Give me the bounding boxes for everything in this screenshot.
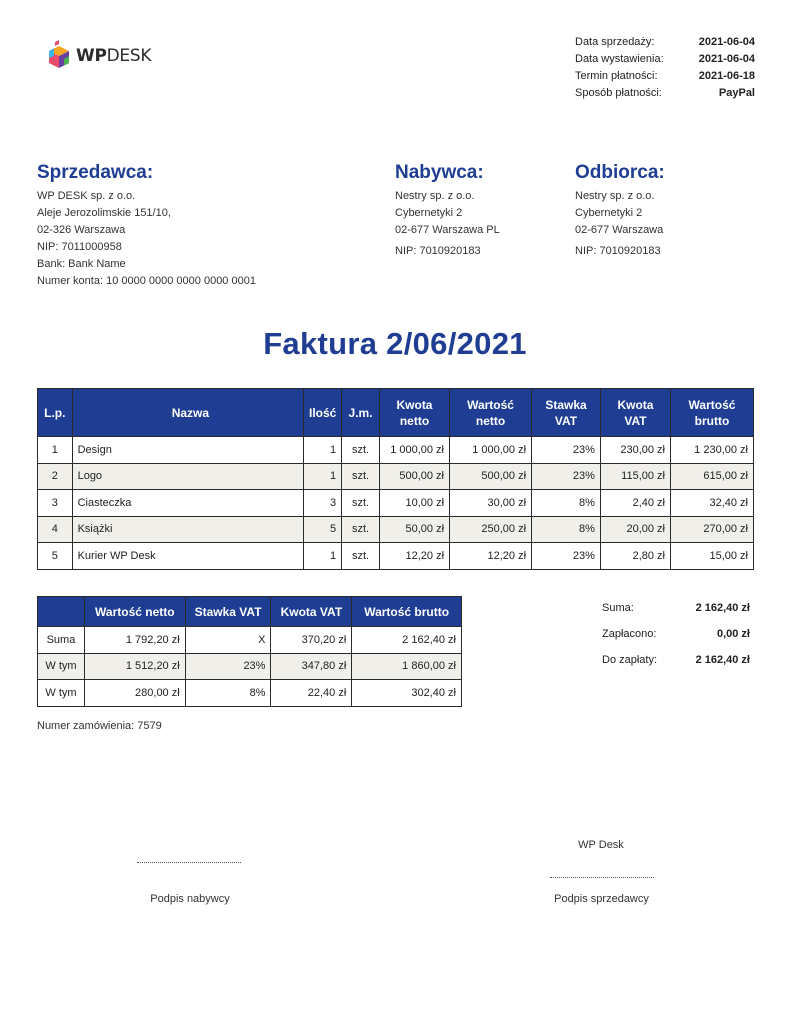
seller-line: 02-326 Warszawa <box>37 224 126 236</box>
header-name: Nazwa <box>72 389 304 437</box>
header-lp: L.p. <box>38 389 73 437</box>
cell-unit: szt. <box>342 516 380 543</box>
cell-vat-rate: 23% <box>532 437 601 464</box>
cell-qty: 1 <box>304 543 342 570</box>
table-row <box>38 680 462 707</box>
cell-vat-amount: 22,40 zł <box>271 680 352 707</box>
cell-net-price: 500,00 zł <box>379 463 449 490</box>
buyer-line: 02-677 Warszawa PL <box>395 224 500 236</box>
header-vat-rate: Stawka VAT <box>532 389 601 437</box>
table-row <box>38 437 754 464</box>
cell-lp: 4 <box>38 516 73 543</box>
cell-net-value: 1 792,20 zł <box>84 627 185 654</box>
cell-net-value: 1 512,20 zł <box>84 653 185 680</box>
cell-gross: 15,00 zł <box>671 543 754 570</box>
buyer-nip: NIP: 7010920183 <box>395 245 481 257</box>
recipient-nip: NIP: 7010920183 <box>575 245 661 257</box>
cell-gross: 1 860,00 zł <box>352 653 462 680</box>
seller-line: Numer konta: 10 0000 0000 0000 0000 0001 <box>37 275 256 287</box>
table-row <box>38 490 754 517</box>
table-row <box>38 627 462 654</box>
buyer-heading: Nabywca: <box>395 162 484 183</box>
buyer-signature-label: Podpis nabywcy <box>150 893 230 905</box>
header-blank <box>38 597 85 627</box>
cell-vat-rate: 8% <box>532 490 601 517</box>
items-header-row <box>38 389 754 437</box>
cell-vat-rate: 23% <box>185 653 271 680</box>
invoice-dates <box>575 34 755 102</box>
cell-name: Logo <box>72 463 304 490</box>
cell-vat-amount: 2,80 zł <box>600 543 670 570</box>
cell-label: Suma <box>38 627 85 654</box>
header-gross: Wartość brutto <box>352 597 462 627</box>
cell-vat-rate: 23% <box>532 463 601 490</box>
cell-net-value: 12,20 zł <box>450 543 532 570</box>
payment-method-row: Sposób płatności: PayPal <box>575 87 755 99</box>
cell-vat-rate: 23% <box>532 543 601 570</box>
issue-date-row: Data wystawienia: 2021-06-04 <box>575 53 755 65</box>
cell-lp: 2 <box>38 463 73 490</box>
cell-net-value: 500,00 zł <box>450 463 532 490</box>
cell-qty: 1 <box>304 463 342 490</box>
company-logo <box>45 40 151 72</box>
cell-lp: 3 <box>38 490 73 517</box>
cell-vat-rate: X <box>185 627 271 654</box>
table-row <box>38 463 754 490</box>
buyer-signature-line <box>137 862 241 863</box>
cell-name: Kurier WP Desk <box>72 543 304 570</box>
table-row <box>38 516 754 543</box>
total-sum-row: Suma: 2 162,40 zł <box>602 602 750 614</box>
header-qty: Ilość <box>304 389 342 437</box>
cell-net-price: 12,20 zł <box>379 543 449 570</box>
cell-net-value: 1 000,00 zł <box>450 437 532 464</box>
header-net-value: Wartość netto <box>450 389 532 437</box>
header-unit: J.m. <box>342 389 380 437</box>
cell-vat-amount: 20,00 zł <box>600 516 670 543</box>
cell-gross: 1 230,00 zł <box>671 437 754 464</box>
cell-gross: 32,40 zł <box>671 490 754 517</box>
invoice-title: Faktura 2/06/2021 <box>263 326 527 361</box>
cell-qty: 5 <box>304 516 342 543</box>
seller-block <box>37 162 256 290</box>
cell-lp: 1 <box>38 437 73 464</box>
seller-line: NIP: 7011000958 <box>37 241 122 253</box>
sale-date-row: Data sprzedaży: 2021-06-04 <box>575 36 755 48</box>
recipient-line: Nestry sp. z o.o. <box>575 190 655 202</box>
recipient-block <box>575 162 665 260</box>
buyer-block <box>395 162 500 260</box>
cell-vat-amount: 2,40 zł <box>600 490 670 517</box>
cell-gross: 615,00 zł <box>671 463 754 490</box>
cell-net-price: 1 000,00 zł <box>379 437 449 464</box>
cell-vat-amount: 370,20 zł <box>271 627 352 654</box>
cell-net-price: 10,00 zł <box>379 490 449 517</box>
cell-label: W tym <box>38 653 85 680</box>
cell-label: W tym <box>38 680 85 707</box>
cell-unit: szt. <box>342 543 380 570</box>
seller-line: Aleje Jerozolimskie 151/10, <box>37 207 171 219</box>
order-number: Numer zamówienia: 7579 <box>37 720 162 732</box>
cell-lp: 5 <box>38 543 73 570</box>
cell-vat-amount: 230,00 zł <box>600 437 670 464</box>
seller-line: Bank: Bank Name <box>37 258 126 270</box>
table-row <box>38 653 462 680</box>
header-net-value: Wartość netto <box>84 597 185 627</box>
payment-totals <box>602 600 750 678</box>
seller-signature-line <box>550 877 654 878</box>
seller-heading: Sprzedawca: <box>37 162 154 183</box>
seller-name: WP Desk <box>578 839 624 851</box>
recipient-line: 02-677 Warszawa <box>575 224 664 236</box>
header-gross: Wartość brutto <box>671 389 754 437</box>
buyer-line: Cybernetyki 2 <box>395 207 463 219</box>
cell-gross: 2 162,40 zł <box>352 627 462 654</box>
cell-name: Książki <box>72 516 304 543</box>
wpdesk-logo-icon <box>45 40 73 72</box>
cell-name: Design <box>72 437 304 464</box>
cell-vat-rate: 8% <box>185 680 271 707</box>
total-due-row: Do zapłaty: 2 162,40 zł <box>602 654 750 666</box>
cell-qty: 1 <box>304 437 342 464</box>
header-vat-amount: Kwota VAT <box>271 597 352 627</box>
cell-unit: szt. <box>342 490 380 517</box>
header-vat-rate: Stawka VAT <box>185 597 271 627</box>
cell-name: Ciasteczka <box>72 490 304 517</box>
cell-net-price: 50,00 zł <box>379 516 449 543</box>
cell-net-value: 250,00 zł <box>450 516 532 543</box>
cell-unit: szt. <box>342 463 380 490</box>
due-date-row: Termin płatności: 2021-06-18 <box>575 70 755 82</box>
cell-vat-rate: 8% <box>532 516 601 543</box>
cell-vat-amount: 347,80 zł <box>271 653 352 680</box>
recipient-heading: Odbiorca: <box>575 162 665 183</box>
header-net-price: Kwota netto <box>379 389 449 437</box>
cell-qty: 3 <box>304 490 342 517</box>
cell-net-value: 280,00 zł <box>84 680 185 707</box>
items-table <box>37 388 754 570</box>
cell-vat-amount: 115,00 zł <box>600 463 670 490</box>
logo-text: WPDESK <box>76 46 152 66</box>
recipient-line: Cybernetyki 2 <box>575 207 643 219</box>
summary-header-row <box>38 597 462 627</box>
total-paid-row: Zapłacono: 0,00 zł <box>602 628 750 640</box>
cell-unit: szt. <box>342 437 380 464</box>
cell-gross: 270,00 zł <box>671 516 754 543</box>
seller-line: WP DESK sp. z o.o. <box>37 190 136 202</box>
header-vat-amount: Kwota VAT <box>600 389 670 437</box>
cell-gross: 302,40 zł <box>352 680 462 707</box>
vat-summary-table <box>37 596 462 707</box>
seller-signature-label: Podpis sprzedawcy <box>554 893 649 905</box>
table-row <box>38 543 754 570</box>
buyer-line: Nestry sp. z o.o. <box>395 190 475 202</box>
cell-net-value: 30,00 zł <box>450 490 532 517</box>
